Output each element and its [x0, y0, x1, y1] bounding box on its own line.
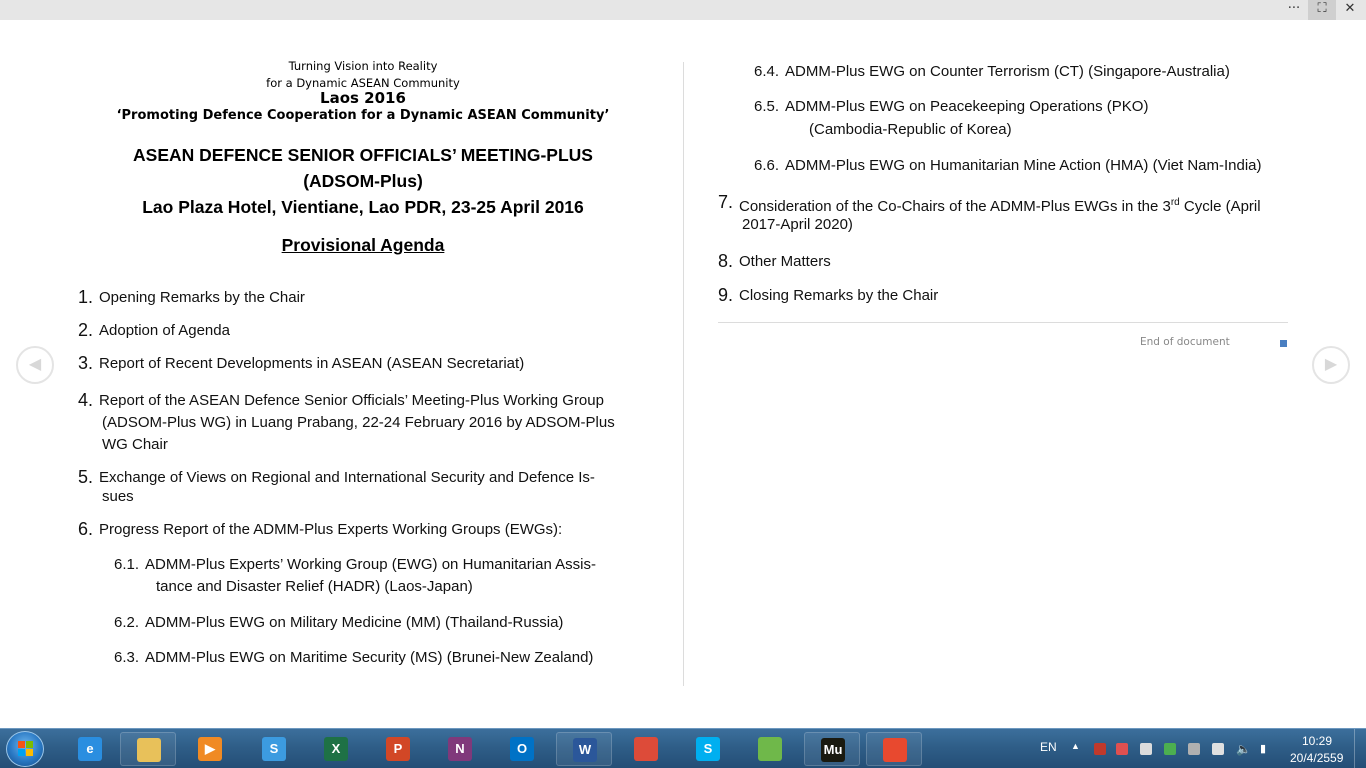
agenda-text: Exchange of Views on Regional and International Security and Defence Is- — [99, 469, 595, 486]
start-button[interactable] — [6, 731, 44, 767]
subitem-number: 6.5. — [754, 98, 780, 115]
agenda-text: Opening Remarks by the Chair — [99, 289, 305, 306]
taskbar-app-button[interactable] — [556, 732, 612, 766]
taskbar-app-button[interactable] — [432, 732, 488, 766]
media-player-icon: ▶ — [198, 737, 222, 761]
subitem-text: ADMM-Plus Experts’ Working Group (EWG) on Humanitarian Assis- — [145, 556, 596, 573]
taskbar-app-button[interactable] — [866, 732, 922, 766]
flag-icon[interactable] — [1094, 743, 1106, 755]
agenda-text: 2017-April 2020) — [742, 216, 853, 233]
agenda-text: Closing Remarks by the Chair — [739, 287, 939, 304]
agenda-number: 1. — [78, 287, 94, 307]
meeting-acronym: (ADSOM-Plus) — [303, 171, 423, 191]
browser-swirl-icon: S — [262, 737, 286, 761]
onenote-icon: N — [448, 737, 472, 761]
windows-logo-icon — [18, 741, 34, 757]
agenda-number: 5. — [78, 467, 94, 487]
taskbar — [0, 728, 1366, 768]
agenda-text: Other Matters — [739, 253, 831, 270]
action-center-icon[interactable] — [1116, 743, 1128, 755]
meeting-venue: Lao Plaza Hotel, Vientiane, Lao PDR, 23-25 April 2016 — [142, 197, 584, 217]
show-desktop-button[interactable] — [1354, 729, 1366, 768]
subitem-text: (Cambodia-Republic of Korea) — [809, 121, 1012, 138]
taskbar-app-button[interactable] — [308, 732, 364, 766]
subitem-number: 6.2. — [114, 614, 140, 631]
signal-icon[interactable]: ▮ — [1260, 743, 1267, 755]
subitem-number: 6.4. — [754, 63, 780, 80]
previous-page-button[interactable] — [16, 346, 54, 384]
agenda-text: Progress Report of the ADMM-Plus Experts Working Groups (EWGs): — [99, 521, 563, 538]
clock-time[interactable]: 10:29 — [1302, 734, 1333, 748]
subitem-text: ADMM-Plus EWG on Counter Terrorism (CT) (Singapore-Australia) — [785, 63, 1230, 80]
internet-explorer-icon: e — [78, 737, 102, 761]
messenger-icon — [758, 737, 782, 761]
chevron-left-icon: ◀ — [28, 354, 42, 373]
language-indicator[interactable]: EN — [1040, 740, 1057, 754]
agenda-text: sues — [102, 488, 134, 505]
agenda-number: 6. — [78, 519, 94, 539]
taskbar-app-button[interactable] — [804, 732, 860, 766]
subitem-text: tance and Disaster Relief (HADR) (Laos-Japan) — [156, 578, 473, 595]
chrome-icon — [634, 737, 658, 761]
subitem-text: ADMM-Plus EWG on Military Medicine (MM) (Thailand-Russia) — [145, 614, 564, 631]
outlook-icon: O — [510, 737, 534, 761]
meeting-title: ASEAN DEFENCE SENIOR OFFICIALS’ MEETING-PLUS — [133, 145, 593, 165]
file-explorer-icon — [137, 738, 161, 762]
agenda-text: (ADSOM-Plus WG) in Luang Prabang, 22-24 February 2016 by ADSOM-Plus — [102, 414, 615, 431]
taskbar-app-button[interactable] — [120, 732, 176, 766]
event-title: Laos 2016 — [320, 89, 406, 107]
more-dots-icon[interactable]: ··· — [1287, 1, 1301, 16]
agenda-text: Adoption of Agenda — [99, 322, 230, 339]
network-tool-icon[interactable] — [1140, 743, 1152, 755]
excel-icon: X — [324, 737, 348, 761]
agenda-number: 2. — [78, 320, 94, 340]
agenda-text: Report of Recent Developments in ASEAN (ASEAN Secretariat) — [99, 355, 525, 372]
taskbar-app-button[interactable] — [370, 732, 426, 766]
clock-date[interactable]: 20/4/2559 — [1290, 751, 1344, 765]
taskbar-app-button[interactable] — [246, 732, 302, 766]
taskbar-app-button[interactable] — [494, 732, 550, 766]
agenda-text: WG Chair — [102, 436, 168, 453]
subitem-number: 6.6. — [754, 157, 780, 174]
word-icon: W — [573, 738, 597, 762]
fit-window-icon[interactable]: ⛶ — [1308, 0, 1336, 20]
agenda-title: Provisional Agenda — [281, 235, 445, 255]
agenda-number: 9. — [718, 285, 734, 305]
end-marker-icon — [1280, 340, 1287, 347]
pdf-reader-icon — [883, 738, 907, 762]
event-motto: ‘Promoting Defence Cooperation for a Dynamic ASEAN Community’ — [116, 108, 610, 123]
sync-icon[interactable] — [1164, 743, 1176, 755]
subitem-text: ADMM-Plus EWG on Peacekeeping Operations (PKO) — [785, 98, 1149, 115]
agenda-number: 8. — [718, 251, 734, 271]
subitem-text: ADMM-Plus EWG on Humanitarian Mine Action (HMA) (Viet Nam-India) — [785, 157, 1262, 174]
agenda-number: 4. — [78, 390, 94, 410]
theme-line-2: for a Dynamic ASEAN Community — [266, 76, 460, 90]
subitem-number: 6.1. — [114, 556, 140, 573]
end-of-document-label: End of document — [1140, 336, 1230, 348]
next-page-button[interactable] — [1312, 346, 1350, 384]
column-divider — [683, 62, 684, 686]
chevron-right-icon: ▶ — [1324, 354, 1338, 373]
device-icon[interactable] — [1188, 743, 1200, 755]
agenda-text: Consideration of the Co-Chairs of the ADMM-Plus EWGs in the 3rd Cycle (April — [739, 197, 1261, 215]
agenda-text: Report of the ASEAN Defence Senior Officials’ Meeting-Plus Working Group — [99, 392, 604, 409]
taskbar-app-button[interactable] — [680, 732, 736, 766]
close-icon[interactable]: ✕ — [1344, 1, 1356, 16]
taskbar-app-button[interactable] — [618, 732, 674, 766]
taskbar-app-button[interactable] — [182, 732, 238, 766]
volume-icon[interactable]: 🔈 — [1236, 742, 1251, 756]
agenda-number: 3. — [78, 353, 94, 373]
skype-icon: S — [696, 737, 720, 761]
show-hidden-icons-button[interactable]: ▲ — [1071, 741, 1080, 751]
powerpoint-icon: P — [386, 737, 410, 761]
subitem-text: ADMM-Plus EWG on Maritime Security (MS) (Brunei-New Zealand) — [145, 649, 594, 666]
agenda-number: 7. — [718, 192, 734, 212]
muse-icon: Mu — [821, 738, 845, 762]
title-bar — [0, 0, 1366, 20]
taskbar-app-button[interactable] — [62, 732, 118, 766]
theme-line-1: Turning Vision into Reality — [288, 59, 438, 73]
taskbar-app-button[interactable] — [742, 732, 798, 766]
end-divider — [718, 322, 1288, 323]
usb-icon[interactable] — [1212, 743, 1224, 755]
subitem-number: 6.3. — [114, 649, 140, 666]
